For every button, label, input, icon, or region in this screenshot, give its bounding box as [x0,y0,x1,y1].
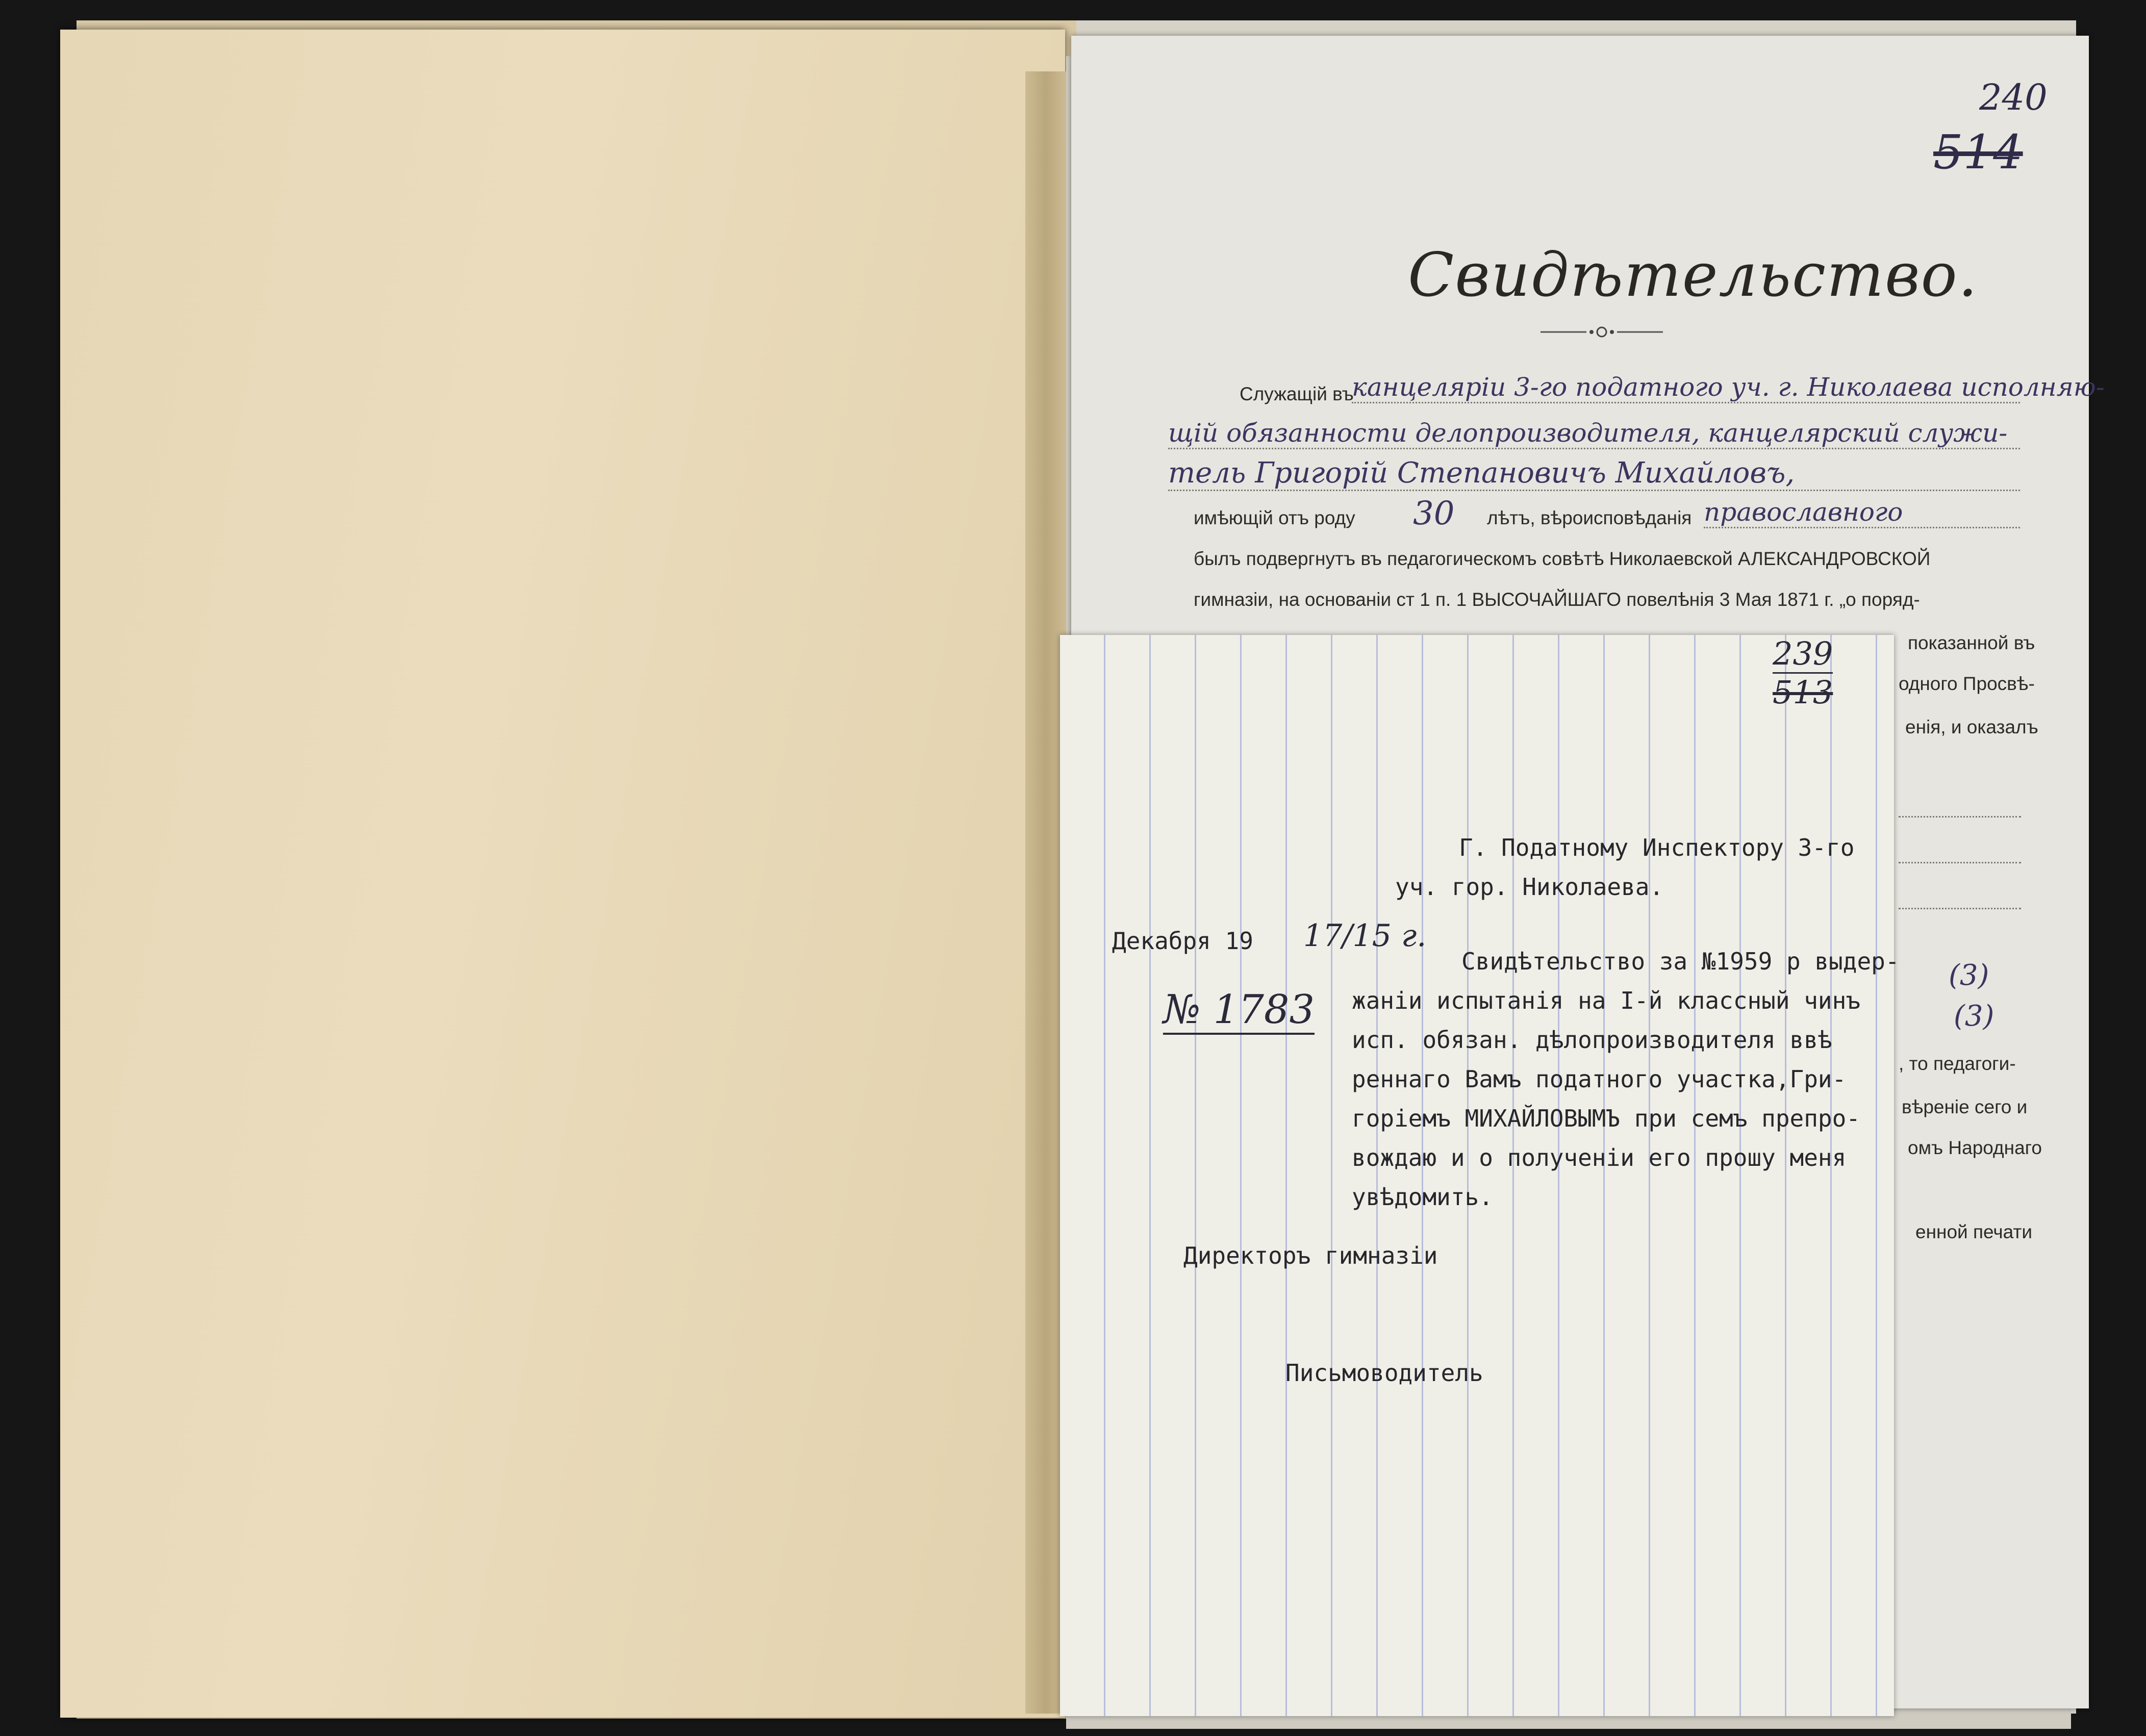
cert-line5: былъ подвергнутъ въ педагогическомъ совѣтѣ Николаевской АЛЕКСАНДРОВСКОЙ [1194,548,1931,569]
cert-dotted-line [1899,908,2021,909]
signature-director: Директоръ гимназіи [1183,1242,1438,1269]
cert-fragment-d: (3) [1949,959,1989,992]
note-page-number-old: 513 [1773,672,1833,711]
cert-fragment-b: одного Просвѣ- [1899,673,2035,694]
cert-line1-hand: канцелярiи 3-го податного уч. г. Николаева исполняю- [1352,372,2020,403]
archive-page-number-old: 514 [1933,125,2023,180]
lined-note-sheet [1060,635,1894,1716]
archive-page-number: 240 [1979,76,2048,118]
cert-line6: гимназіи, на основаніи ст 1 п. 1 ВЫСОЧАЙШАГО повелѣнія 3 Мая 1871 г. „о поряд- [1194,589,1920,610]
cert-dotted-line [1899,862,2021,863]
note-body-line7: увѣдомить. [1352,1183,1493,1211]
cert-fragment-f: , то педагоги- [1899,1053,2016,1074]
cert-fragment-c: енія, и оказалъ [1905,717,2038,737]
cert-fragment-i: енной печати [1915,1221,2033,1242]
cert-fragment-g: вѣреніе сего и [1902,1096,2028,1117]
note-body-line3: исп. обязан. дѣлопроизводителя ввѣ [1352,1026,1832,1054]
note-date-hand: 17/15 г. [1303,918,1427,954]
addressee-line2: уч. гор. Николаева. [1395,873,1664,901]
note-date: Декабря 19 [1112,927,1253,955]
note-outgoing-number: № 1783 [1163,987,1315,1035]
cert-line1-prefix: Служащій въ [1240,384,1354,404]
cert-line4-prefix: имѣющій отъ роду [1194,507,1355,528]
cert-age: 30 [1413,495,1455,532]
cert-fragment-a: показанной въ [1908,632,2035,653]
left-page [60,30,1065,1718]
cert-religion: православного [1704,497,2020,528]
cert-fragment-h: омъ Народнаго [1908,1137,2042,1158]
cert-dotted-line [1899,816,2021,818]
note-page-number: 239 [1773,635,1833,672]
cert-line3-hand: тель Григорiй Степановичъ Михайловъ, [1168,456,2020,491]
note-body-line5: горіемъ МИХАЙЛОВЫМЪ при семъ препро- [1352,1105,1860,1132]
signature-clerk: Письмоводитель [1285,1359,1483,1387]
note-body-line4: реннаго Вамъ податного участка,Гри- [1352,1065,1847,1093]
note-body-line2: жаніи испытанія на I-й классный чинъ [1352,987,1860,1014]
cert-line2-hand: щiй обязанности делопроизводителя, канцелярский служи- [1168,418,2020,449]
note-body-line1: Свидѣтельство за №1959 р выдер- [1461,948,1900,975]
ornament-divider-icon [1541,324,1663,340]
cert-line4-mid: лѣтъ, вѣроисповѣданія [1487,507,1692,528]
note-body-line6: вождаю и о полученіи его прошу меня [1352,1144,1847,1171]
cert-fragment-e: (3) [1954,1000,1994,1033]
certificate-title: Свидѣтельство. [1408,240,1979,310]
addressee-line1: Г. Податному Инспектору 3-го [1459,834,1855,861]
